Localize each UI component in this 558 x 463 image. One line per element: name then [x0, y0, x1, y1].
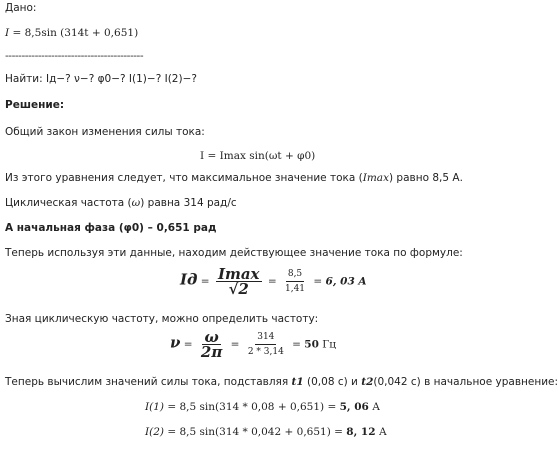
separator: ------------------------------------------	[5, 50, 144, 62]
effective-current-formula: Iд = $\frac{Imax}{√2}$ = $\frac{8,5}{1,41}$ = 6, 03 A	[180, 265, 367, 298]
max-current-text: Из этого уравнения следует, что максимальное значение тока (Imax) равно 8,5 А.	[5, 172, 463, 184]
current-intro-text: Теперь вычислим значений силы тока, подставляя t1 (0,08 с) и t2(0,042 с) в начальное уравнение:	[5, 376, 558, 388]
current-2-equation: I(2) = 8,5 sin(314 * 0,042 + 0,651) = 8, 12 А	[145, 426, 387, 438]
given-equation: I = 8,5sin (314t + 0,651)	[5, 27, 139, 39]
initial-phase-text: А начальная фаза (φ0) – 0,651 рад	[5, 222, 217, 234]
effective-intro-text: Теперь используя эти данные, находим действующее значение тока по формуле:	[5, 247, 463, 259]
frequency-intro-text: Зная циклическую частоту, можно определить частоту:	[5, 313, 319, 325]
frequency-formula: ν = $\frac{\omega}{2\pi}$ = $\frac{314}{2 * 3,14}$ = 50 Гц	[170, 328, 336, 361]
cyclic-frequency-text: Циклическая частота (ω) равна 314 рад/с	[5, 197, 237, 209]
current-1-equation: I(1) = 8,5 sin(314 * 0,08 + 0,651) = 5, 06 А	[145, 401, 381, 413]
general-formula: I = Imax sin(ωt + φ0)	[200, 150, 316, 162]
solution-heading: Решение:	[5, 99, 65, 111]
general-law-text: Общий закон изменения силы тока:	[5, 126, 205, 138]
given-label: Дано:	[5, 2, 37, 14]
find-line: Найти: Iд−? ν−? φ0−? I(1)−? I(2)−?	[5, 73, 197, 85]
